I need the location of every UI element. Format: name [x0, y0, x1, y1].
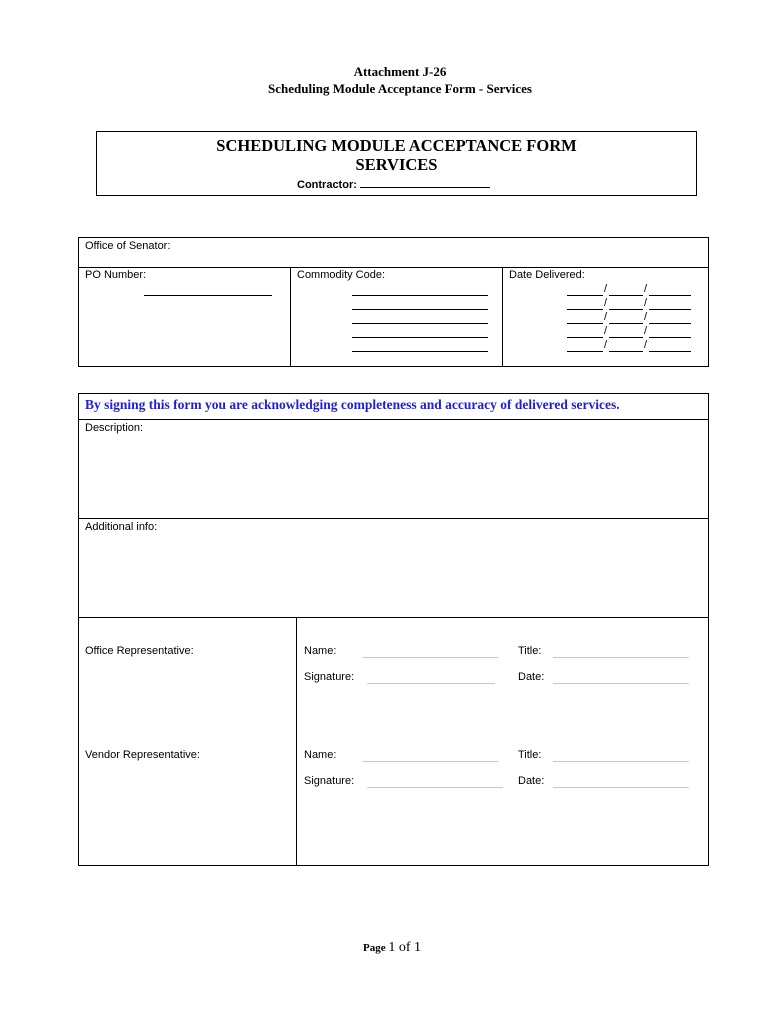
- date-delivered-field[interactable]: / /: [567, 284, 691, 298]
- form-subtitle: Scheduling Module Acceptance Form - Services: [268, 81, 532, 96]
- description-field[interactable]: [79, 420, 708, 518]
- contractor-label: Contractor:: [297, 179, 357, 191]
- acceptance-table: [78, 393, 709, 866]
- commodity-code-field[interactable]: [352, 323, 488, 324]
- office-rep-signature-label: Signature:: [304, 671, 355, 683]
- commodity-code-field[interactable]: [352, 337, 488, 338]
- title-box: [96, 131, 697, 196]
- column-divider: [296, 617, 297, 865]
- office-of-senator-row[interactable]: [79, 238, 708, 268]
- row-divider: [79, 617, 708, 618]
- vendor-rep-name-label: Name:: [304, 749, 337, 761]
- description-label: Description:: [85, 422, 144, 434]
- column-divider: [502, 267, 503, 366]
- form-title-line2: SERVICES: [355, 155, 438, 174]
- date-delivered-field[interactable]: / /: [567, 326, 691, 340]
- office-of-senator-label: Office of Senator:: [85, 240, 171, 252]
- commodity-code-label: Commodity Code:: [297, 269, 386, 281]
- office-rep-title-label: Title:: [518, 645, 542, 657]
- vendor-representative-label: Vendor Representative:: [85, 749, 200, 761]
- vendor-rep-title-label: Title:: [518, 749, 542, 761]
- form-title-line1: SCHEDULING MODULE ACCEPTANCE FORM: [216, 136, 577, 155]
- vendor-rep-date-label: Date:: [518, 775, 545, 787]
- commodity-code-field[interactable]: [352, 351, 488, 352]
- office-rep-date-label: Date:: [518, 671, 545, 683]
- page-footer: [363, 940, 421, 956]
- page-number: 1 of 1: [388, 940, 422, 955]
- commodity-code-field[interactable]: [352, 295, 488, 296]
- vendor-rep-signature-field[interactable]: [367, 786, 503, 788]
- po-number-label: PO Number:: [85, 269, 147, 281]
- additional-info-label: Additional info:: [85, 521, 158, 533]
- contractor-field[interactable]: [360, 178, 490, 188]
- acknowledgement-text: By signing this form you are acknowledging completeness and accuracy of delivered services.: [85, 397, 620, 412]
- vendor-rep-title-field[interactable]: [553, 760, 689, 762]
- date-delivered-field[interactable]: / /: [567, 340, 691, 354]
- vendor-rep-date-field[interactable]: [553, 786, 689, 788]
- column-divider: [290, 267, 291, 366]
- vendor-rep-signature-label: Signature:: [304, 775, 355, 787]
- office-rep-date-field[interactable]: [553, 682, 689, 684]
- office-rep-signature-field[interactable]: [367, 682, 495, 684]
- commodity-code-field[interactable]: [352, 309, 488, 310]
- attachment-heading: Attachment J-26: [353, 64, 447, 79]
- office-representative-label: Office Representative:: [85, 645, 194, 657]
- office-rep-name-field[interactable]: [362, 656, 498, 658]
- info-table: [78, 237, 709, 367]
- date-delivered-field[interactable]: / /: [567, 312, 691, 326]
- additional-info-field[interactable]: [79, 519, 708, 617]
- page-word: Page: [363, 942, 386, 954]
- po-number-field[interactable]: [144, 295, 272, 296]
- office-rep-name-label: Name:: [304, 645, 337, 657]
- contractor-row: [297, 178, 490, 191]
- date-delivered-field[interactable]: / /: [567, 298, 691, 312]
- office-rep-title-field[interactable]: [553, 656, 689, 658]
- date-delivered-label: Date Delivered:: [509, 269, 585, 281]
- vendor-rep-name-field[interactable]: [362, 760, 498, 762]
